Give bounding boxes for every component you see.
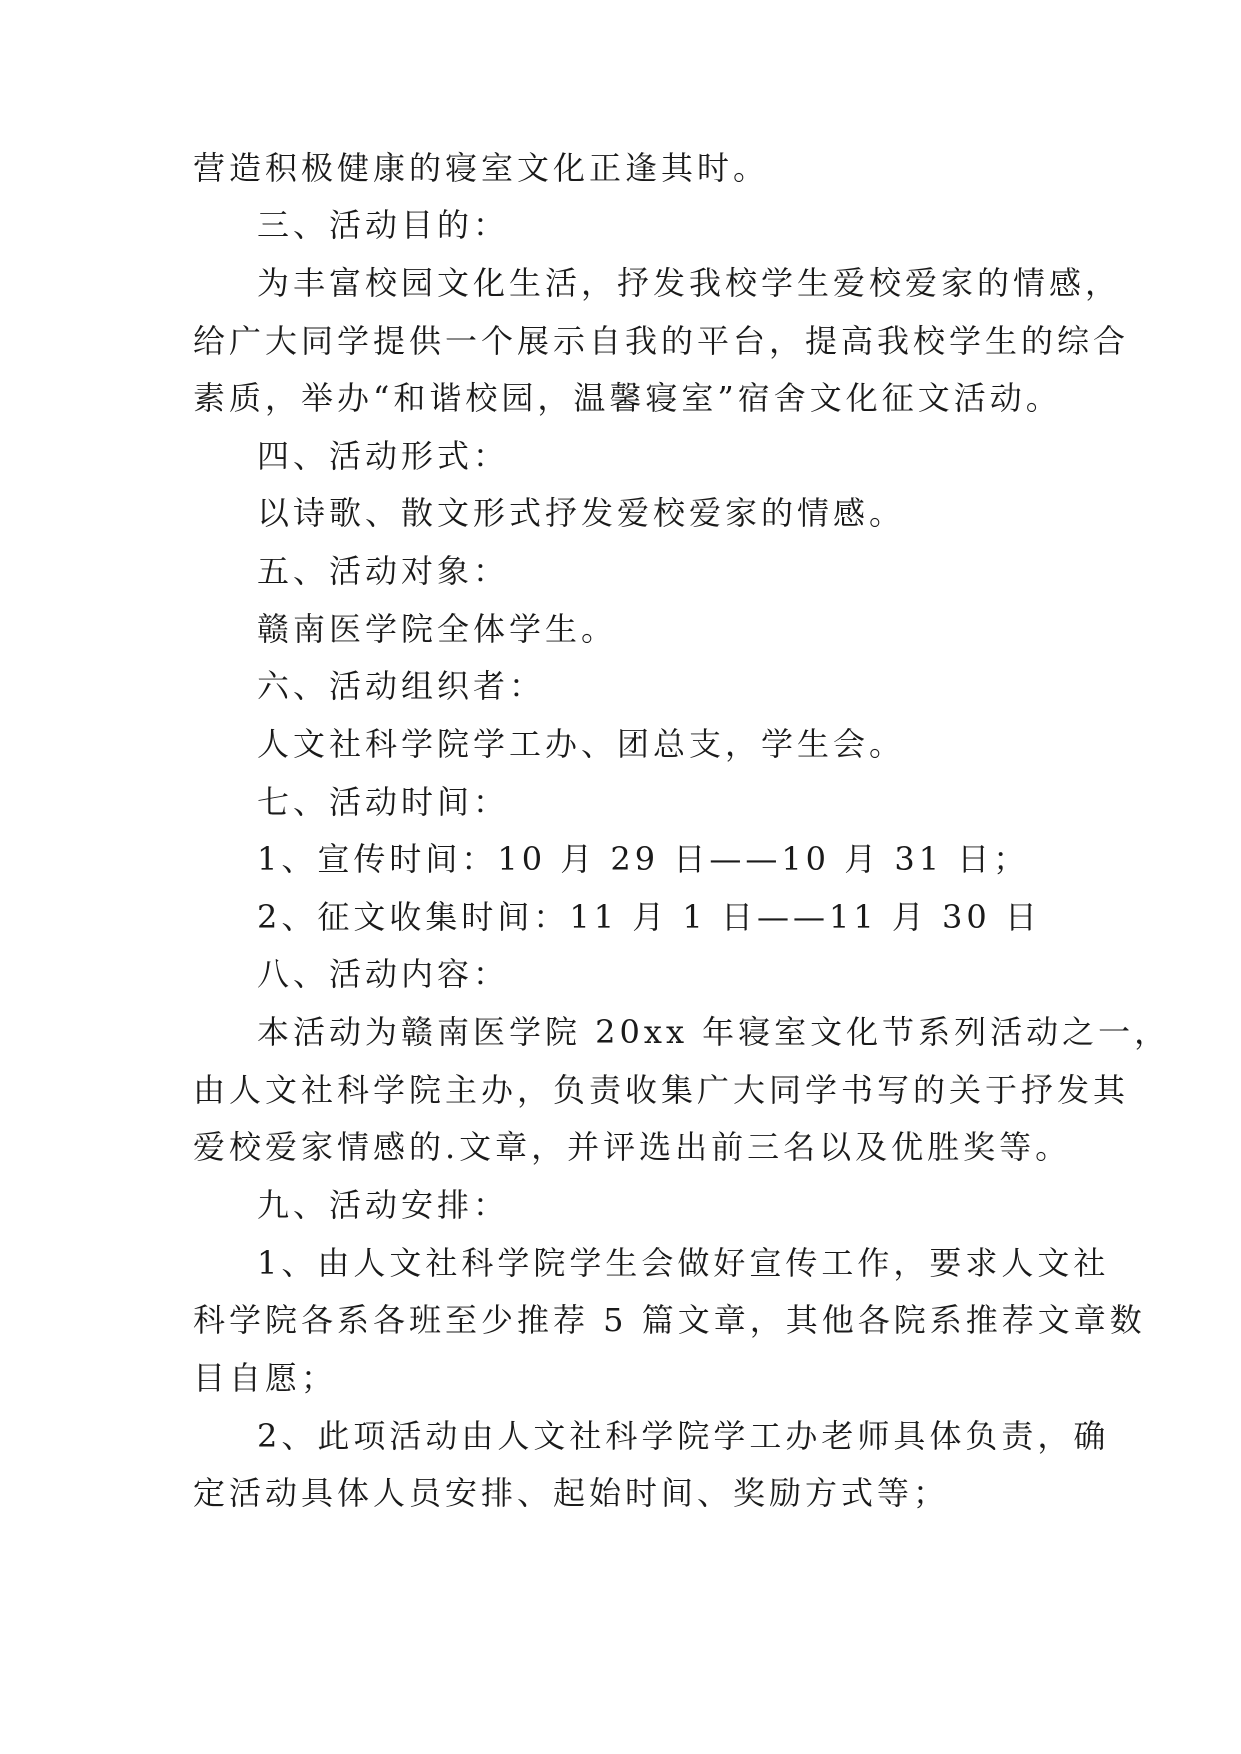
text-line: 1、宣传时间：10 月 29 日——10 月 31 日； bbox=[257, 840, 1030, 878]
text-line: 给广大同学提供一个展示自我的平台，提高我校学生的综合 bbox=[193, 322, 1130, 360]
section-heading-audience: 五、活动对象： bbox=[257, 552, 510, 590]
text-line: 素质，举办“和谐校园，温馨寝室”宿舍文化征文活动。 bbox=[193, 379, 1062, 417]
section-heading-time: 七、活动时间： bbox=[257, 783, 510, 821]
text-line: 营造积极健康的寝室文化正逢其时。 bbox=[193, 149, 770, 187]
section-heading-arrangement: 九、活动安排： bbox=[257, 1186, 510, 1224]
text-line: 目自愿； bbox=[193, 1359, 338, 1397]
text-line: 赣南医学院全体学生。 bbox=[257, 610, 618, 648]
section-heading-content: 八、活动内容： bbox=[257, 955, 510, 993]
text-line: 爱校爱家情感的.文章，并评选出前三名以及优胜奖等。 bbox=[193, 1128, 1072, 1166]
text-line: 本活动为赣南医学院 20xx 年寝室文化节系列活动之一， bbox=[257, 1013, 1171, 1051]
text-line: 人文社科学院学工办、团总支，学生会。 bbox=[257, 725, 906, 763]
text-line: 2、此项活动由人文社科学院学工办老师具体负责，确 bbox=[257, 1417, 1110, 1455]
section-heading-organizer: 六、活动组织者： bbox=[257, 667, 546, 705]
text-line: 2、征文收集时间：11 月 1 日——11 月 30 日 bbox=[257, 898, 1041, 936]
text-line: 以诗歌、散文形式抒发爱校爱家的情感。 bbox=[257, 494, 906, 532]
text-line: 科学院各系各班至少推荐 5 篇文章，其他各院系推荐文章数 bbox=[193, 1301, 1146, 1339]
section-heading-purpose: 三、活动目的： bbox=[257, 206, 510, 244]
text-line: 由人文社科学院主办，负责收集广大同学书写的关于抒发其 bbox=[193, 1071, 1130, 1109]
text-line: 定活动具体人员安排、起始时间、奖励方式等； bbox=[193, 1474, 950, 1512]
text-line: 1、由人文社科学院学生会做好宣传工作，要求人文社 bbox=[257, 1244, 1110, 1282]
section-heading-form: 四、活动形式： bbox=[257, 437, 510, 475]
text-line: 为丰富校园文化生活，抒发我校学生爱校爱家的情感， bbox=[257, 264, 1122, 302]
